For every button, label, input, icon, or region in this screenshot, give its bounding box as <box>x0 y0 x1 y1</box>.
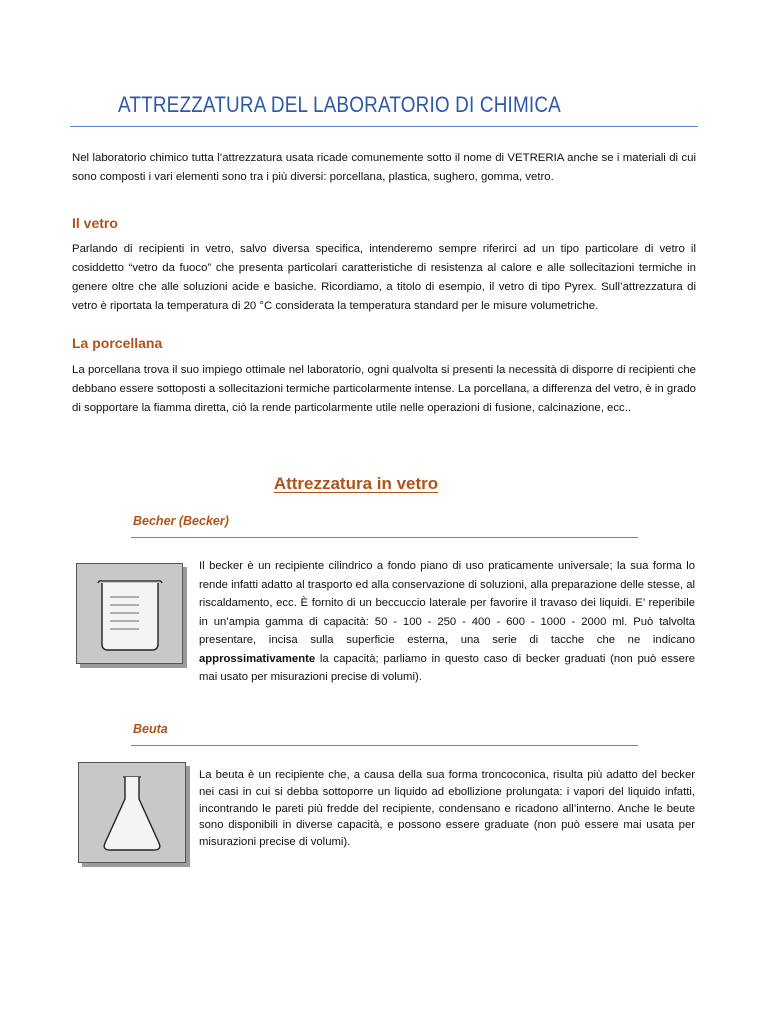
erlenmeyer-flask-icon <box>79 763 185 862</box>
equipment-title-text: Attrezzatura in vetro <box>273 474 439 493</box>
becker-text-part1: Il becker è un recipiente cilindrico a fondo piano di uso praticamente universale; la sua forma lo rende infatti adatto al trasporto ed alla conservazione di soluzioni, alla preparazione delle stesse, al riscaldamento, ecc. È fornito di un beccuccio laterale per favorire il travaso dei liquidi. E’ reperibile in un’ampia gamma di capacità: 50 - 100 - 250 - 400 - 600 - 1000 - 2000 ml. Può talvolta presentare, incisa sulla superficie esterna, una serie di tacche che ne indicano <box>199 560 695 646</box>
item-text-becker <box>199 557 695 687</box>
page-title: ATTREZZATURA DEL LABORATORIO DI CHIMICA <box>118 92 561 117</box>
becker-text-part2: la capacità; parliamo in questo caso di becker graduati (non può essere mai usato per misurazioni precise di volumi). <box>199 652 695 683</box>
section-text-porcellana: La porcellana trova il suo impiego ottimale nel laboratorio, ogni qualvolta si presenti la necessità di disporre di recipienti che debbano essere sottoposti a sollecitazioni termiche particolarmente intense. La porcellana, a differenza del vetro, è in grado di sopportare la fiamma diretta, ciò la rende particolarmente utile nelle operazioni di fusione, calcinazione, ecc.. <box>72 364 696 414</box>
item-divider-becker <box>131 537 638 538</box>
section-heading-vetro: Il vetro <box>72 215 118 231</box>
flask-image <box>78 762 186 863</box>
item-text-beuta: La beuta è un recipiente che, a causa della sua forma troncoconica, risulta più adatto del becker nei casi in cui si debba sottoporre un liquido ad ebollizione prolungata: i vapori del liquido infatti, incontrando le pareti più fredde del recipiente, condensano e ricadono all’interno. Anche le beute sono disponibili in diverse capacità, e possono essere graduate (non può essere mai usata per misurazioni precise di volumi). <box>199 769 695 849</box>
title-divider <box>70 126 698 127</box>
beaker-icon <box>77 564 182 663</box>
section-text-vetro: Parlando di recipienti in vetro, salvo diversa specifica, intenderemo sempre riferirci ad un tipo particolare di vetro il cosiddetto “vetro da fuoco” che presenta particolari caratteristiche di resistenza al calore e alle sollecitazioni termiche in genere oltre che alle soluzioni acide e basiche. Ricordiamo, a titolo di esempio, il vetro di tipo Pyrex. Sull’attrezzatura di vetro è riportata la temperatura di 20 °C considerata la temperatura standard per le misure volumetriche. <box>72 243 696 312</box>
item-divider-beuta <box>131 745 638 746</box>
item-heading-beuta: Beuta <box>133 722 168 736</box>
beaker-image <box>76 563 183 664</box>
intro-paragraph: Nel laboratorio chimico tutta l’attrezzatura usata ricade comunemente sotto il nome di VETRERIA anche se i materiali di cui sono composti i vari elementi sono tra i più diversi: porcellana, plastica, sughero, gomma, vetro. <box>72 152 696 183</box>
equipment-title <box>0 474 712 494</box>
becker-text-bold: approssimativamente <box>199 652 316 665</box>
item-heading-becker: Becher (Becker) <box>133 514 229 528</box>
section-heading-porcellana: La porcellana <box>72 335 163 351</box>
